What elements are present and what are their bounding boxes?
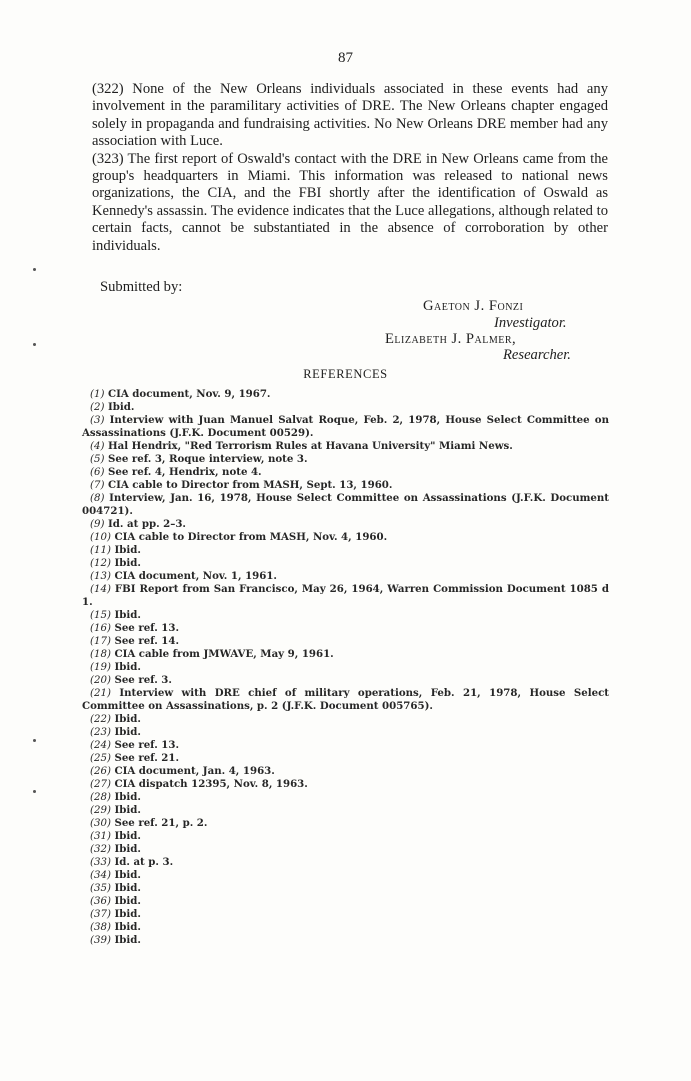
reference-text: Id. at p. 3. (114, 856, 174, 868)
reference-number: (24) (90, 740, 111, 751)
reference-number: (12) (90, 558, 111, 569)
reference-text: See ref. 14. (114, 635, 180, 647)
reference-text: Ibid. (114, 791, 141, 803)
reference-item (82, 544, 609, 557)
reference-text: CIA document, Jan. 4, 1963. (114, 765, 275, 777)
page-number: 87 (338, 50, 353, 66)
reference-item (82, 635, 609, 648)
reference-number: (18) (90, 649, 111, 660)
reference-item (82, 557, 609, 570)
reference-text: See ref. 3. (114, 674, 172, 686)
reference-item (82, 804, 609, 817)
reference-number: (1) (90, 389, 105, 400)
reference-item (82, 674, 609, 687)
margin-mark (33, 790, 36, 793)
reference-item (82, 726, 609, 739)
reference-number: (15) (90, 610, 111, 621)
reference-text: Ibid. (114, 830, 141, 842)
reference-item (82, 856, 609, 869)
body-text (92, 81, 608, 255)
signatory-name-2: Elizabeth J. Palmer, (385, 331, 517, 347)
reference-text: Ibid. (114, 804, 141, 816)
reference-item (82, 570, 609, 583)
reference-number: (39) (90, 935, 111, 946)
reference-item (82, 687, 609, 713)
signatory-name-1: Gaeton J. Fonzi (423, 298, 524, 314)
reference-number: (4) (90, 441, 105, 452)
reference-number: (10) (90, 532, 111, 543)
reference-text: CIA dispatch 12395, Nov. 8, 1963. (114, 778, 308, 790)
reference-item (82, 895, 609, 908)
margin-mark (33, 343, 36, 346)
reference-text: Ibid. (114, 934, 141, 946)
reference-number: (6) (90, 467, 105, 478)
reference-text: See ref. 13. (114, 739, 180, 751)
reference-item (82, 531, 609, 544)
reference-number: (20) (90, 675, 111, 686)
reference-text: Interview with DRE chief of military operations, Feb. 21, 1978, House Select Committee on Assassinations, p. 2 (J.F.K. Document 005765). (82, 687, 609, 712)
reference-number: (28) (90, 792, 111, 803)
reference-item (82, 778, 609, 791)
reference-number: (34) (90, 870, 111, 881)
reference-item (82, 739, 609, 752)
reference-number: (13) (90, 571, 111, 582)
references-list (82, 388, 609, 947)
reference-text: See ref. 4, Hendrix, note 4. (107, 466, 262, 478)
reference-number: (21) (90, 688, 111, 699)
reference-number: (35) (90, 883, 111, 894)
reference-item (82, 479, 609, 492)
paragraph-322: (322) None of the New Orleans individuals associated in these events had any involvement in the paramilitary activities of DRE. The New Orleans chapter engaged solely in propaganda and fundraising activities. No New Orleans DRE member had any association with Luce. (92, 81, 608, 150)
submitted-by: Submitted by: (100, 279, 183, 295)
reference-number: (5) (90, 454, 105, 465)
reference-text: Hal Hendrix, "Red Terrorism Rules at Havana University" Miami News. (107, 440, 513, 452)
reference-item (82, 765, 609, 778)
reference-text: See ref. 21, p. 2. (114, 817, 208, 829)
reference-number: (16) (90, 623, 111, 634)
reference-item (82, 466, 609, 479)
reference-item (82, 661, 609, 674)
reference-item (82, 609, 609, 622)
reference-item (82, 388, 609, 401)
paragraph-323: (323) The first report of Oswald's contact with the DRE in New Orleans came from the group's headquarters in Miami. This information was released to national news organizations, the CIA, and the FBI shortly after the identification of Oswald as Kennedy's assassin. The evidence indicates that the Luce allegations, although related to certain facts, cannot be substantiated in the absence of corroboration by other individuals. (92, 150, 608, 254)
reference-number: (9) (90, 519, 105, 530)
reference-number: (23) (90, 727, 111, 738)
reference-item (82, 492, 609, 518)
reference-text: Ibid. (114, 661, 141, 673)
reference-number: (30) (90, 818, 111, 829)
reference-text: Ibid. (114, 557, 141, 569)
reference-number: (8) (90, 493, 105, 504)
reference-text: Interview, Jan. 16, 1978, House Select Committee on Assassinations (J.F.K. Document 004721). (82, 492, 609, 517)
reference-number: (22) (90, 714, 111, 725)
reference-item (82, 817, 609, 830)
reference-item (82, 518, 609, 531)
reference-text: CIA cable to Director from MASH, Sept. 13, 1960. (107, 479, 393, 491)
reference-number: (38) (90, 922, 111, 933)
signatory-title-2: Researcher. (503, 347, 571, 363)
reference-text: Ibid. (114, 869, 141, 881)
reference-number: (31) (90, 831, 111, 842)
reference-number: (7) (90, 480, 105, 491)
reference-number: (3) (90, 415, 105, 426)
reference-text: See ref. 3, Roque interview, note 3. (107, 453, 308, 465)
reference-number: (11) (90, 545, 111, 556)
reference-text: CIA document, Nov. 9, 1967. (107, 388, 271, 400)
margin-mark (33, 739, 36, 742)
reference-item (82, 882, 609, 895)
reference-text: See ref. 13. (114, 622, 180, 634)
reference-text: Ibid. (107, 401, 135, 413)
reference-number: (32) (90, 844, 111, 855)
reference-text: Ibid. (114, 726, 141, 738)
reference-item (82, 830, 609, 843)
reference-item (82, 440, 609, 453)
reference-text: Id. at pp. 2–3. (107, 518, 186, 530)
reference-number: (26) (90, 766, 111, 777)
reference-item (82, 453, 609, 466)
reference-item (82, 843, 609, 856)
reference-item (82, 752, 609, 765)
reference-item (82, 908, 609, 921)
reference-number: (36) (90, 896, 111, 907)
reference-item (82, 622, 609, 635)
reference-item (82, 869, 609, 882)
reference-text: Ibid. (114, 908, 141, 920)
reference-number: (14) (90, 584, 111, 595)
reference-number: (37) (90, 909, 111, 920)
reference-number: (27) (90, 779, 111, 790)
reference-text: Ibid. (114, 609, 141, 621)
reference-text: Ibid. (114, 895, 141, 907)
reference-item (82, 791, 609, 804)
reference-text: CIA document, Nov. 1, 1961. (114, 570, 277, 582)
reference-item (82, 401, 609, 414)
reference-number: (33) (90, 857, 111, 868)
margin-mark (33, 268, 36, 271)
reference-item (82, 713, 609, 726)
reference-text: FBI Report from San Francisco, May 26, 1964, Warren Commission Document 1085 d 1. (82, 583, 610, 608)
reference-text: Ibid. (114, 882, 141, 894)
reference-number: (2) (90, 402, 105, 413)
reference-text: Interview with Juan Manuel Salvat Roque, Feb. 2, 1978, House Select Committee on Assassinations (J.F.K. Document 00529). (82, 414, 610, 439)
reference-text: Ibid. (114, 544, 141, 556)
reference-number: (25) (90, 753, 111, 764)
reference-text: Ibid. (114, 713, 141, 725)
reference-text: CIA cable to Director from MASH, Nov. 4, 1960. (114, 531, 388, 543)
reference-item (82, 414, 609, 440)
reference-number: (29) (90, 805, 111, 816)
reference-text: Ibid. (114, 843, 141, 855)
signatory-title-1: Investigator. (494, 315, 567, 331)
reference-text: CIA cable from JMWAVE, May 9, 1961. (114, 648, 334, 660)
reference-item (82, 934, 609, 947)
reference-text: See ref. 21. (114, 752, 180, 764)
reference-item (82, 648, 609, 661)
reference-number: (17) (90, 636, 111, 647)
reference-text: Ibid. (114, 921, 141, 933)
references-heading: REFERENCES (303, 367, 388, 381)
reference-number: (19) (90, 662, 111, 673)
reference-item (82, 583, 609, 609)
reference-item (82, 921, 609, 934)
